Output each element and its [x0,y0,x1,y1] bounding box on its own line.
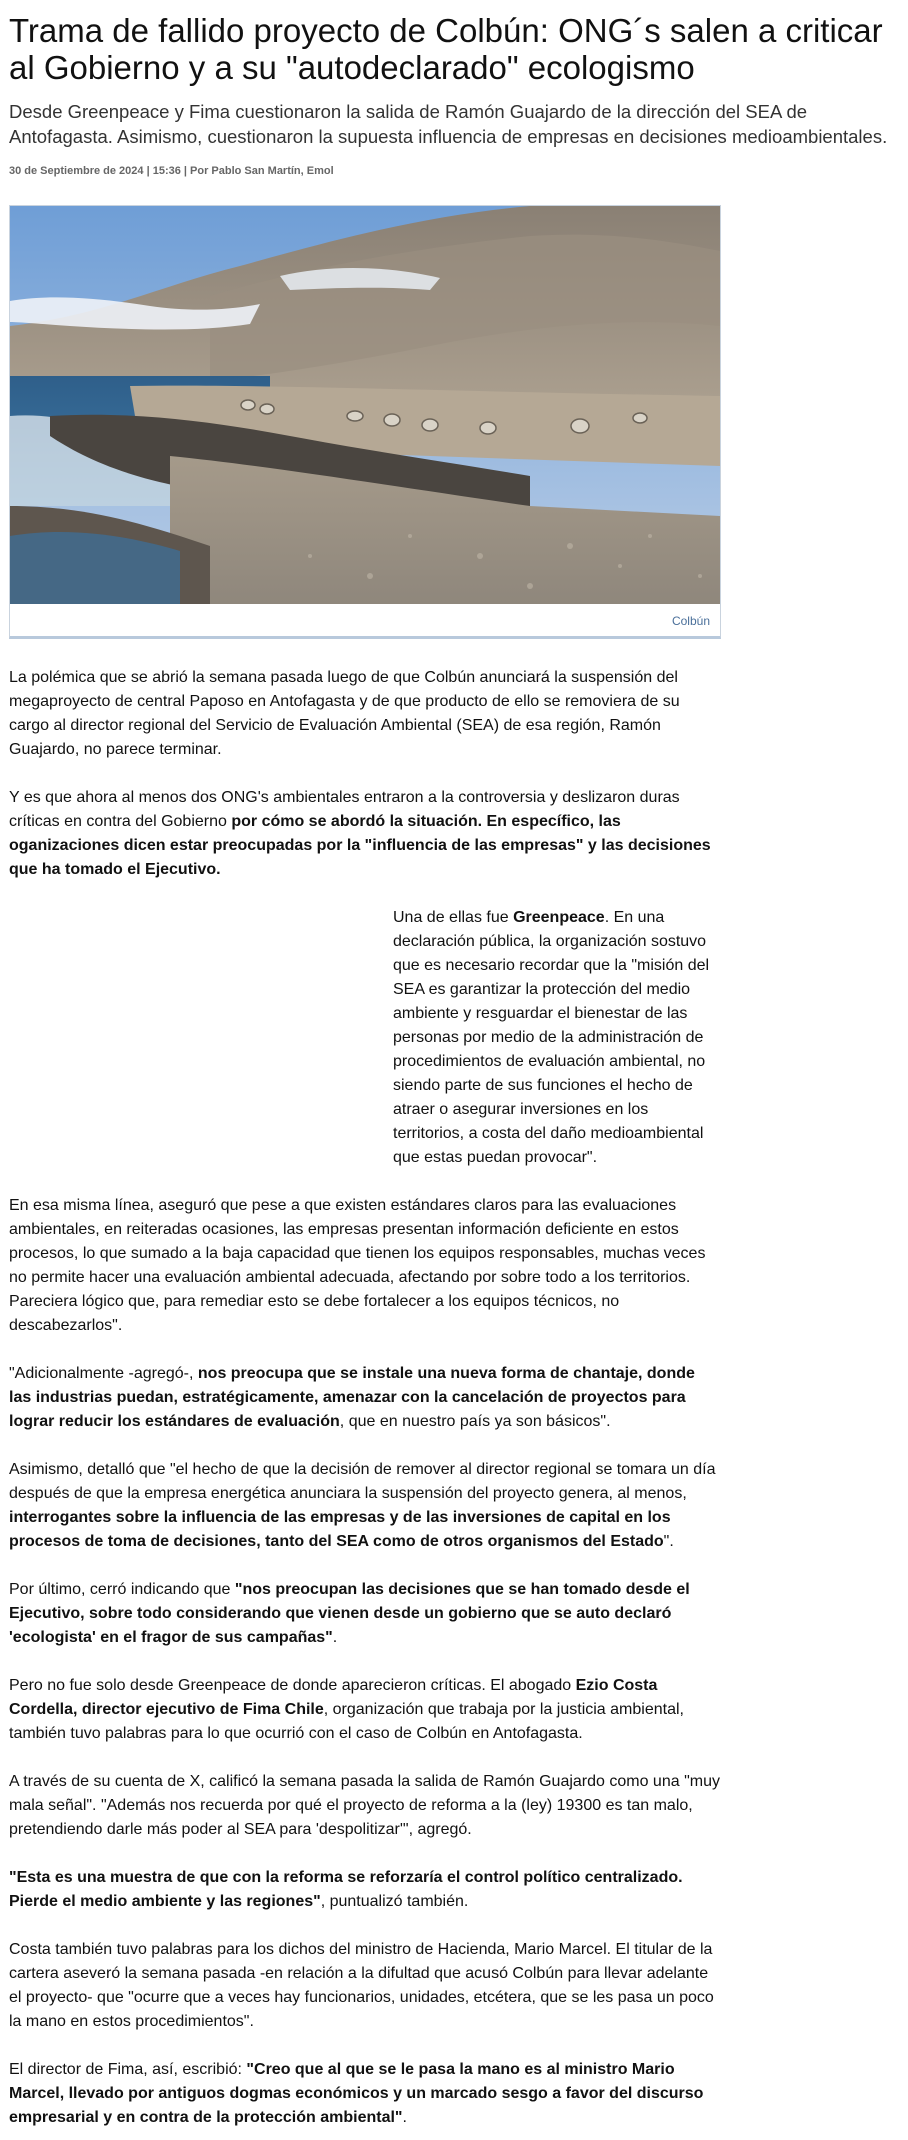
article-paragraph [9,2058,721,2130]
coastal-landscape-photo[interactable] [10,206,720,604]
text-run: . En una declaración pública, la organización sostuvo que es necesario recordar que la "misión del SEA es garantizar la protección del medio ambiente y resguardar el bienestar de las personas por medio de la administración de procedimientos de evaluación ambiental, no siendo parte de sus funciones el hecho de atraer o asegurar inversiones en los territorios, a costa del daño medioambiental que estas puedan provocar". [393,909,710,1166]
article-paragraph [9,1194,721,1338]
article-paragraph [9,666,721,762]
article-subtitle: Desde Greenpeace y Fima cuestionaron la salida de Ramón Guajardo de la dirección del SEA de Antofagasta. Asimismo, cuestionaron la supuesta influencia de empresas en decisiones medioambientales. [9,101,888,147]
text-run: Asimismo, detalló que "el hecho de que la decisión de remover al director regional se tomara un día después de que la empresa energética anunciara la suspensión del proyecto genera, al menos, [9,1461,716,1502]
text-run: El director de Fima, así, escribió: [9,2061,247,2078]
article-paragraph [9,1770,721,1842]
article-paragraph [9,786,721,882]
bold-text: "Creo que al que se le pasa la mano es al ministro Mario Marcel, llevado por antiguos dogmas económicos y un marcado sesgo a favor del discurso empresarial y en contra de la protección ambiental" [9,2061,704,2126]
article-paragraph [9,1938,721,2034]
bold-text: "nos preocupan las decisiones que se han tomado desde el Ejecutivo, sobre todo considerando que vienen desde un gobierno que se auto declaró 'ecologista' en el fragor de sus campañas" [9,1581,690,1646]
text-run: Costa también tuvo palabras para los dichos del ministro de Hacienda, Mario Marcel. El titular de la cartera aseveró la semana pasada -en relación a la difultad que acusó Colbún para llevar adelante el proyecto- que "ocurre que a veces hay funcionarios, unidades, etcétera, que se les pasa un poco la mano en estos procedimientos". [9,1941,714,2030]
article-paragraph [9,1578,721,1650]
text-run: "Adicionalmente -agregó-, [9,1365,198,1382]
text-run: . [332,1629,338,1646]
text-run: , puntualizó también. [320,1893,469,1910]
article-paragraph [9,1362,721,1434]
article-paragraph [9,1674,721,1746]
image-caption: Colbún [671,614,710,628]
text-run: A través de su cuenta de X, calificó la semana pasada la salida de Ramón Guajardo como una "muy mala señal". "Además nos recuerda por qué el proyecto de reforma a la (ley) 19300 es tan malo, pretendiendo darle más poder al SEA para 'despolitizar'", agregó. [9,1773,720,1838]
article-byline: 30 de Septiembre de 2024 | 15:36 | Por Pablo San Martín, Emol [9,165,334,177]
bold-text: Greenpeace [513,909,605,926]
text-run: La polémica que se abrió la semana pasada luego de que Colbún anunciará la suspensión del megaproyecto de central Paposo en Antofagasta y de que producto de ello se removiera de su cargo al director regional del Servicio de Evaluación Ambiental (SEA) de esa región, Ramón Guajardo, no parece terminar. [9,669,680,758]
article-paragraph [9,1458,721,1554]
text-run: Pero no fue solo desde Greenpeace de donde aparecieron críticas. El abogado [9,1677,576,1694]
text-run: ". [663,1533,674,1550]
text-run: , que en nuestro país ya son básicos". [339,1413,611,1430]
article-title: Trama de fallido proyecto de Colbún: ONG´s salen a criticar al Gobierno y a su "autodeclarado" ecologismo [9,12,883,86]
text-run: Por último, cerró indicando que [9,1581,235,1598]
article-paragraph [393,906,721,1170]
text-run: En esa misma línea, aseguró que pese a que existen estándares claros para las evaluaciones ambientales, en reiteradas ocasiones, las empresas presentan información deficiente en estos procesos, lo que sumado a la baja capacidad que tienen los equipos responsables, muchas veces no permite hacer una evaluación ambiental adecuada, afectando por sobre todo a los territorios. Pareciera lógico que, para remediar esto se debe fortalecer a los equipos técnicos, no descabezarlos". [9,1197,706,1334]
text-run: . [402,2109,407,2126]
bold-text: por cómo se abordó la situación. En específico, las oganizaciones dicen estar preocupadas por la "influencia de las empresas" y las decisiones que ha tomado el Ejecutivo. [9,813,711,878]
bold-text: interrogantes sobre la influencia de las empresas y de las inversiones de capital en los procesos de toma de decisiones, tanto del SEA como de otros organismos del Estado [9,1509,671,1550]
article-figure [9,205,721,639]
article-paragraph [9,1866,721,1914]
text-run: Y es que ahora al menos dos ONG's ambientales entraron a la controversia y deslizaron duras críticas en contra del Gobierno [9,789,680,830]
bold-text: nos preocupa que se instale una nueva forma de chantaje, donde las industrias puedan, estratégicamente, amenazar con la cancelación de proyectos para lograr reducir los estándares de evaluación [9,1365,695,1430]
text-run: , organización que trabaja por la justicia ambiental, también tuvo palabras para lo que ocurrió con el caso de Colbún en Antofagasta. [9,1701,684,1742]
bold-text: Ezio Costa Cordella, director ejecutivo de Fima Chile [9,1677,658,1718]
text-run: Una de ellas fue [393,909,514,926]
bold-text: "Esta es una muestra de que con la reforma se reforzaría el control político centralizado. Pierde el medio ambiente y las regiones" [9,1869,683,1910]
